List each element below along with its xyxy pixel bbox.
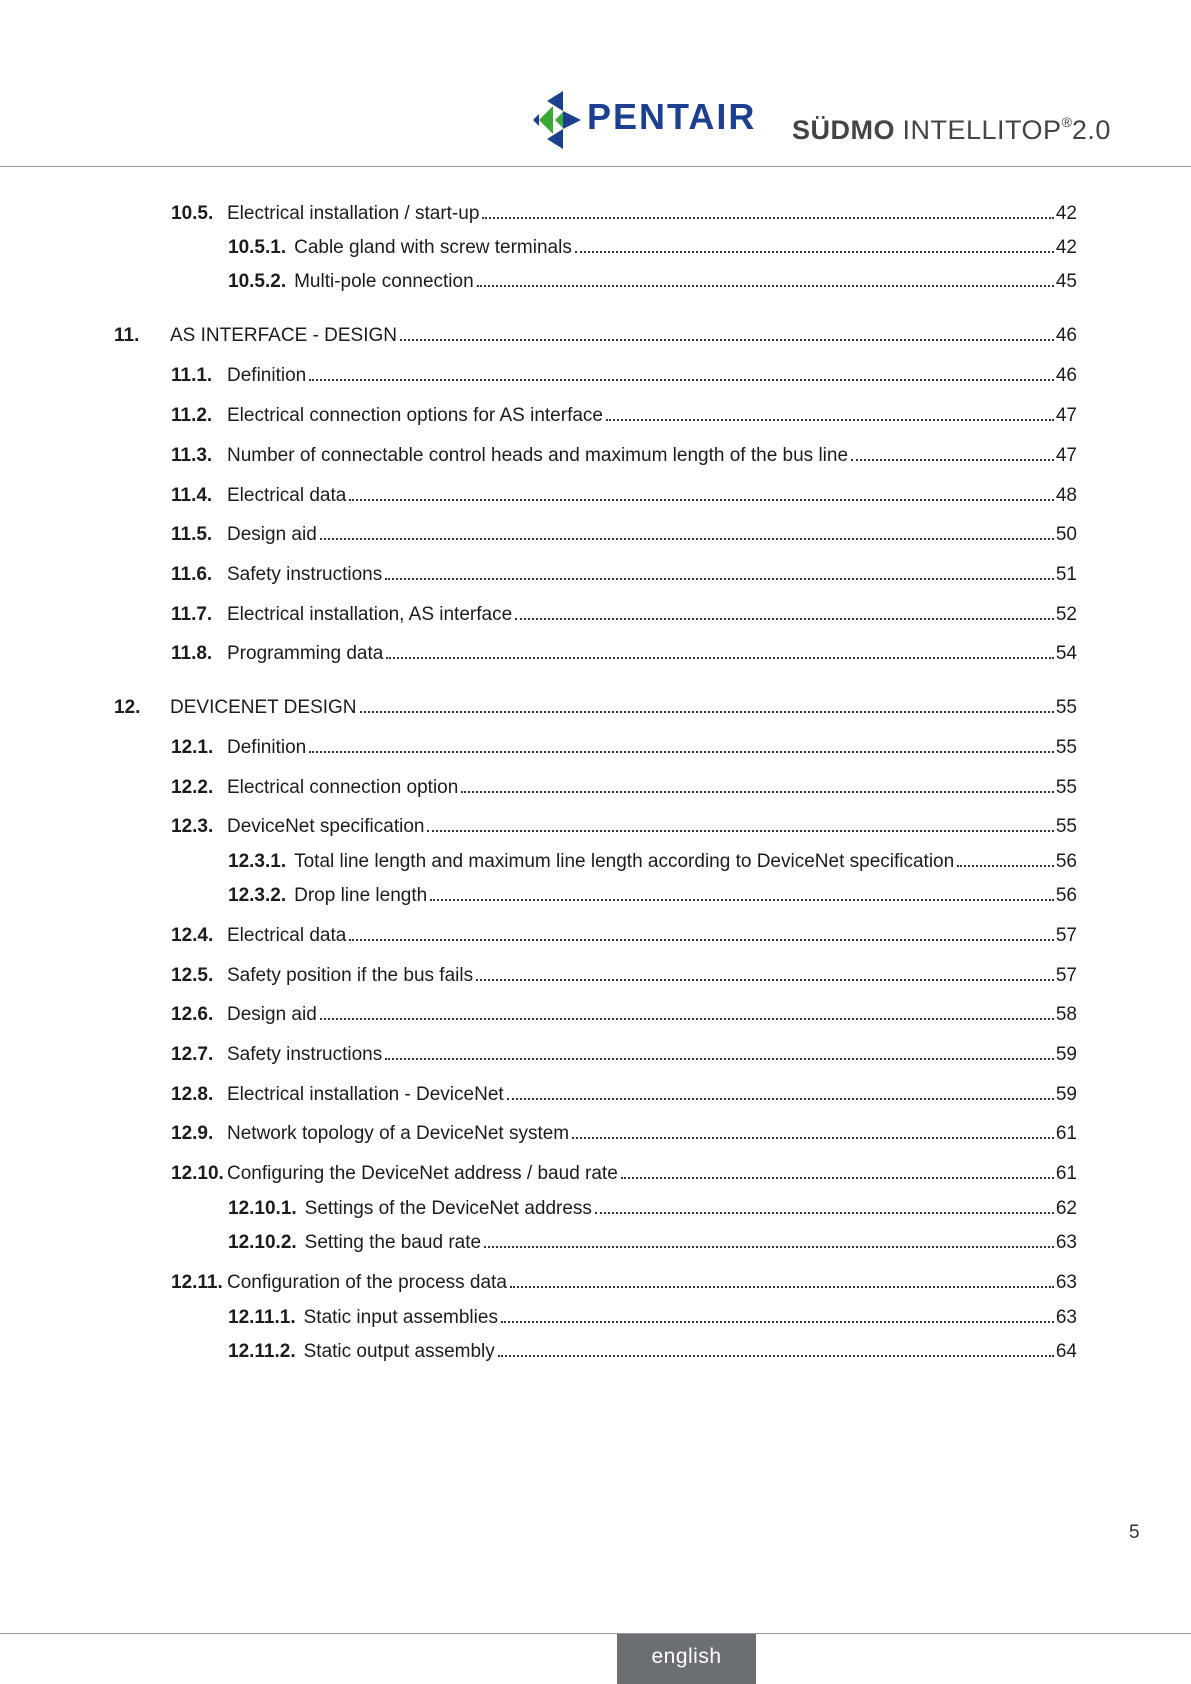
toc-dot-leader <box>510 1286 1054 1288</box>
toc-entry[interactable] <box>171 364 1077 388</box>
toc-entry-number: 11.2. <box>171 405 213 426</box>
toc-entry-number: 12.11.2. <box>228 1341 296 1362</box>
toc-entry-number: 11.8. <box>171 643 213 664</box>
toc-entry-page: 61 <box>1055 1123 1077 1144</box>
toc-entry-page: 55 <box>1055 697 1077 718</box>
toc-entry-page: 54 <box>1055 643 1077 664</box>
toc-entry[interactable] <box>171 776 1077 800</box>
toc-entry-title: Electrical data <box>227 485 347 506</box>
toc-entry-page: 61 <box>1055 1163 1077 1184</box>
toc-entry[interactable] <box>171 484 1077 508</box>
toc-entry-title: Electrical installation / start-up <box>227 203 480 224</box>
toc-entry-number: 12.11. <box>171 1272 223 1293</box>
pentair-logo-icon <box>533 91 581 149</box>
page-number: 5 <box>1129 1522 1140 1543</box>
toc-dot-leader <box>349 499 1054 501</box>
toc-entry[interactable] <box>171 444 1077 468</box>
toc-entry-page: 64 <box>1055 1341 1077 1362</box>
toc-entry-title: Design aid <box>227 524 317 545</box>
toc-entry-title: Configuration of the process data <box>227 1272 507 1293</box>
toc-entry-title: Drop line length <box>294 885 428 906</box>
product-name <box>792 105 1111 147</box>
toc-entry-title: Definition <box>227 365 307 386</box>
brand-name: PENTAIR <box>587 96 757 137</box>
toc-entry-title: Settings of the DeviceNet address <box>304 1198 592 1219</box>
toc-dot-leader <box>385 578 1054 580</box>
toc-entry[interactable] <box>171 1003 1077 1027</box>
toc-entry-title: Safety position if the bus fails <box>227 965 474 986</box>
toc-entry-number: 10.5.2. <box>228 271 287 292</box>
toc-entry[interactable] <box>171 1043 1077 1067</box>
toc-entry-page: 51 <box>1055 564 1077 585</box>
toc-entry[interactable] <box>228 850 1077 874</box>
toc-entry-page: 50 <box>1055 524 1077 545</box>
toc-entry-number: 12.8. <box>171 1084 214 1105</box>
footer-divider <box>0 1633 1191 1634</box>
toc-dot-leader <box>309 751 1054 753</box>
toc-entry-number: 12.10.1. <box>228 1198 297 1219</box>
toc-entry[interactable] <box>171 815 1077 839</box>
toc-dot-leader <box>477 285 1054 287</box>
toc-entry-page: 48 <box>1055 485 1077 506</box>
toc-entry-title: Electrical installation, AS interface <box>227 604 513 625</box>
toc-entry-page: 46 <box>1055 365 1077 386</box>
toc-entry-title: Setting the baud rate <box>304 1232 482 1253</box>
toc-entry-page: 63 <box>1055 1232 1077 1253</box>
toc-entry-page: 46 <box>1055 325 1077 346</box>
toc-entry-page: 59 <box>1055 1044 1077 1065</box>
toc-entry[interactable] <box>171 202 1077 226</box>
toc-entry[interactable] <box>228 236 1077 260</box>
toc-entry-number: 12.5. <box>171 965 214 986</box>
toc-dot-leader <box>386 657 1054 659</box>
toc-entry-number: 10.5.1. <box>228 237 287 258</box>
toc-entry-number: 12.3.2. <box>228 885 287 906</box>
toc-entry-page: 42 <box>1055 203 1077 224</box>
toc-entry-page: 57 <box>1055 965 1077 986</box>
toc-entry-title: AS INTERFACE - DESIGN <box>170 325 397 346</box>
toc-entry-page: 63 <box>1055 1307 1077 1328</box>
toc-entry[interactable] <box>228 1197 1077 1221</box>
toc-entry-number: 12.10. <box>171 1163 224 1184</box>
toc-dot-leader <box>320 1018 1054 1020</box>
toc-entry[interactable] <box>114 324 1077 348</box>
toc-dot-leader <box>575 251 1054 253</box>
toc-dot-leader <box>461 791 1054 793</box>
toc-dot-leader <box>320 538 1054 540</box>
toc-entry-number: 11.5. <box>171 524 213 545</box>
toc-entry[interactable] <box>171 1083 1077 1107</box>
toc-entry-title: Multi-pole connection <box>294 271 474 292</box>
toc-dot-leader <box>385 1058 1054 1060</box>
toc-entry[interactable] <box>171 603 1077 627</box>
registered-mark: ® <box>1061 114 1072 130</box>
toc-dot-leader <box>595 1212 1054 1214</box>
toc-entry-number: 11. <box>114 325 140 346</box>
toc-entry-title: Static output assembly <box>303 1341 495 1362</box>
toc-entry-page: 47 <box>1055 405 1077 426</box>
toc-entry-title: Network topology of a DeviceNet system <box>227 1123 570 1144</box>
toc-dot-leader <box>484 1246 1054 1248</box>
toc-entry-number: 12.11.1. <box>228 1307 296 1328</box>
toc-entry-title: Safety instructions <box>227 1044 383 1065</box>
toc-entry-number: 12.1. <box>171 737 214 758</box>
toc-entry-title: Number of connectable control heads and maximum length of the bus line <box>227 445 849 466</box>
toc-entry[interactable] <box>228 884 1077 908</box>
toc-entry[interactable] <box>171 523 1077 547</box>
toc-entry[interactable] <box>228 270 1077 294</box>
toc-entry[interactable] <box>171 736 1077 760</box>
toc-entry-number: 12.3.1. <box>228 851 287 872</box>
toc-entry-number: 12.7. <box>171 1044 214 1065</box>
toc-dot-leader <box>482 217 1053 219</box>
toc-entry-title: Cable gland with screw terminals <box>294 237 572 258</box>
toc-entry-number: 11.6. <box>171 564 213 585</box>
toc-entry-number: 12.4. <box>171 925 214 946</box>
toc-dot-leader <box>476 979 1054 981</box>
toc-entry[interactable] <box>171 964 1077 988</box>
toc-entry[interactable] <box>171 1271 1077 1295</box>
toc-dot-leader <box>309 379 1054 381</box>
toc-entry-page: 58 <box>1055 1004 1077 1025</box>
toc-entry[interactable] <box>228 1340 1077 1364</box>
toc-dot-leader <box>957 865 1054 867</box>
toc-entry-page: 55 <box>1055 816 1077 837</box>
toc-entry-page: 52 <box>1055 604 1077 625</box>
toc-entry-title: Static input assemblies <box>303 1307 498 1328</box>
toc-entry-page: 59 <box>1055 1084 1077 1105</box>
product-title: INTELLITOP <box>902 115 1062 145</box>
toc-entry-title: DeviceNet specification <box>227 816 425 837</box>
toc-entry-page: 47 <box>1055 445 1077 466</box>
toc-entry[interactable] <box>228 1306 1077 1330</box>
toc-entry-number: 12. <box>114 697 141 718</box>
toc-entry-title: Definition <box>227 737 307 758</box>
toc-dot-leader <box>572 1137 1054 1139</box>
toc-dot-leader <box>501 1321 1054 1323</box>
toc-dot-leader <box>606 419 1054 421</box>
language-tab: english <box>617 1634 756 1684</box>
toc-entry-page: 62 <box>1055 1198 1077 1219</box>
toc-dot-leader <box>360 711 1054 713</box>
toc-entry-title: Electrical installation - DeviceNet <box>227 1084 504 1105</box>
toc-dot-leader <box>851 459 1054 461</box>
toc-entry-page: 56 <box>1055 885 1077 906</box>
toc-dot-leader <box>427 830 1053 832</box>
toc-entry-page: 55 <box>1055 777 1077 798</box>
toc-entry-number: 12.10.2. <box>228 1232 297 1253</box>
toc-entry[interactable] <box>171 563 1077 587</box>
toc-dot-leader <box>349 939 1054 941</box>
toc-entry-page: 42 <box>1055 237 1077 258</box>
page-header <box>0 0 1191 168</box>
toc-entry-title: Electrical connection options for AS interface <box>227 405 603 426</box>
toc-entry-number: 12.2. <box>171 777 214 798</box>
product-version: 2.0 <box>1071 115 1111 145</box>
toc-entry-number: 10.5. <box>171 203 214 224</box>
toc-entry-title: Electrical connection option <box>227 777 459 798</box>
toc-dot-leader <box>400 339 1054 341</box>
toc-dot-leader <box>621 1177 1054 1179</box>
toc-dot-leader <box>515 618 1054 620</box>
toc-entry[interactable] <box>171 1122 1077 1146</box>
toc-entry-number: 11.1. <box>171 365 213 386</box>
toc-entry-number: 11.3. <box>171 445 213 466</box>
toc-dot-leader <box>498 1355 1054 1357</box>
toc-entry[interactable] <box>171 404 1077 428</box>
header-divider <box>0 166 1191 167</box>
toc-entry[interactable] <box>114 696 1077 720</box>
toc-entry-page: 45 <box>1055 271 1077 292</box>
toc-entry-title: Programming data <box>227 643 384 664</box>
toc-entry[interactable] <box>171 1162 1077 1186</box>
toc-entry-number: 12.9. <box>171 1123 214 1144</box>
toc-dot-leader <box>507 1098 1054 1100</box>
product-brand: SÜDMO <box>792 115 895 145</box>
toc-entry-title: Safety instructions <box>227 564 383 585</box>
toc-entry-title: Electrical data <box>227 925 347 946</box>
toc-entry[interactable] <box>228 1231 1077 1255</box>
toc-entry-number: 12.3. <box>171 816 214 837</box>
toc-entry-number: 12.6. <box>171 1004 214 1025</box>
toc-entry-number: 11.4. <box>171 485 213 506</box>
toc-entry-page: 56 <box>1055 851 1077 872</box>
toc-entry-title: DEVICENET DESIGN <box>170 697 357 718</box>
toc-entry-title: Total line length and maximum line length according to DeviceNet specification <box>294 851 955 872</box>
toc-dot-leader <box>430 899 1054 901</box>
toc-entry-number: 11.7. <box>171 604 213 625</box>
toc-entry-page: 55 <box>1055 737 1077 758</box>
toc-entry-page: 57 <box>1055 925 1077 946</box>
toc-entry[interactable] <box>171 924 1077 948</box>
toc-entry[interactable] <box>171 642 1077 666</box>
toc-entry-title: Design aid <box>227 1004 317 1025</box>
toc-entry-title: Configuring the DeviceNet address / baud rate <box>227 1163 618 1184</box>
toc-entry-page: 63 <box>1055 1272 1077 1293</box>
